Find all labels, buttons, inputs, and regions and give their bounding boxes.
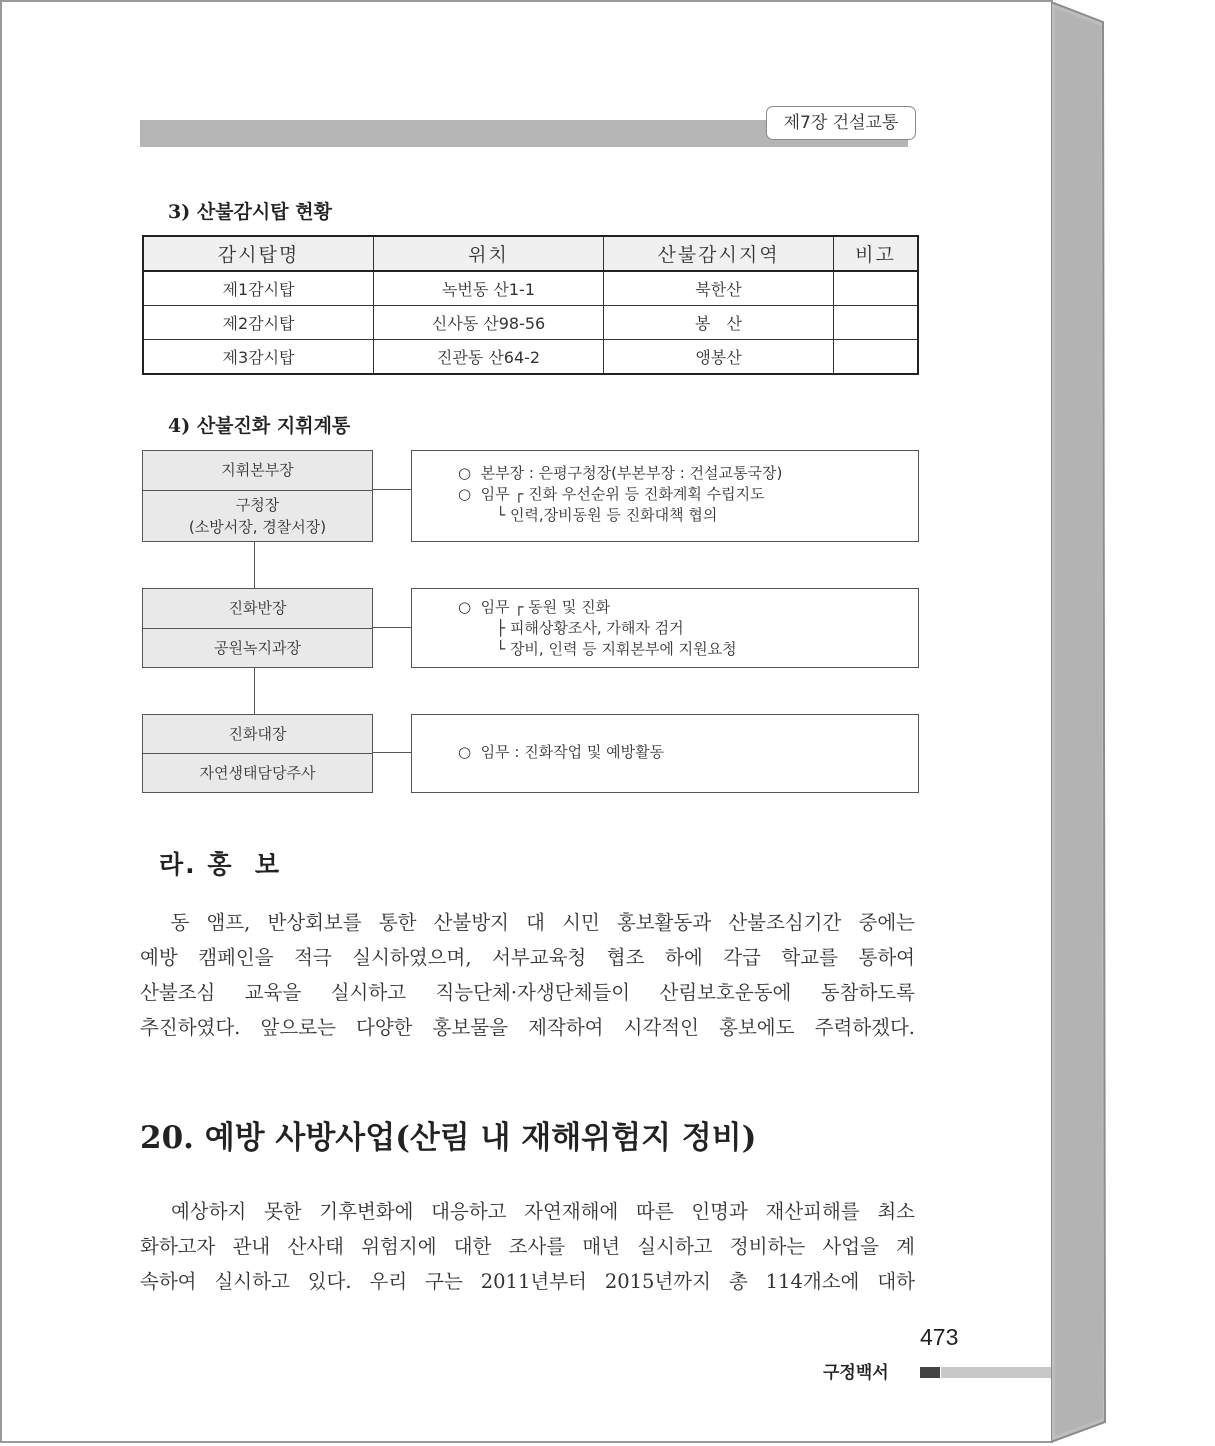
monitoring-tower-table: [142, 235, 919, 375]
erosion-control-paragraph: [140, 1194, 915, 1299]
connector-line: [254, 668, 255, 714]
footer-bar-light: [941, 1367, 1053, 1378]
table-cell: [834, 271, 919, 306]
table-cell: [834, 306, 919, 340]
table-cell: 봉 산: [604, 306, 834, 340]
promotion-paragraph: [140, 905, 915, 1045]
org-box-commander: [142, 450, 373, 542]
connector-line: [373, 752, 411, 753]
table-row: [143, 306, 918, 340]
table-cell: 앵봉산: [604, 340, 834, 375]
table-header-cell: 비고: [834, 236, 919, 271]
section-3-title: 3) 산불감시탑 현황: [168, 201, 332, 223]
org-role-label: 진화대장: [143, 715, 372, 754]
paragraph-line: 동 앰프, 반상회보를 통한 산불방지 대 시민 홍보활동과 산불조심기간 중에는: [140, 911, 915, 934]
footer-bar-dark: [920, 1367, 940, 1378]
table-header-cell: 감시탑명: [143, 236, 374, 271]
section-4-title: 4) 산불진화 지휘계통: [168, 415, 351, 437]
paragraph-line: 예방 캠페인을 적극 실시하였으며, 서부교육청 협조 하에 각급 학교를 통하여: [140, 946, 915, 969]
duty-box-team-leader: [411, 588, 919, 668]
duty-line: ○ 임무 ┌ 진화 우선순위 등 진화계획 수립지도: [458, 485, 765, 503]
subsection-heading: 라. 홍 보: [159, 850, 282, 879]
duty-line: ○ 본부장 : 은평구청장(부본부장 : 건설교통국장): [458, 464, 783, 482]
org-person-label: [143, 491, 372, 538]
duty-line: ○ 임무 ┌ 동원 및 진화: [458, 598, 611, 616]
org-person-line: 자연생태담당주사: [199, 764, 316, 782]
table-cell: 북한산: [604, 271, 834, 306]
org-role-label: 진화반장: [143, 589, 372, 629]
org-person-line: 공원녹지과장: [214, 639, 301, 657]
table-cell: 녹번동 산1-1: [374, 271, 604, 306]
connector-line: [373, 627, 411, 628]
duty-line: ○ 임무 : 진화작업 및 예방활동: [458, 743, 665, 761]
table-header-cell: 산불감시지역: [604, 236, 834, 271]
org-role-label: 지휘본부장: [143, 451, 372, 491]
duty-line: ├ 피해상황조사, 가해자 검거: [458, 619, 684, 637]
book-page-edge: [1051, 2, 1107, 1442]
paragraph-line: 속하여 실시하고 있다. 우리 구는 2011년부터 2015년까지 총 114개소에 대하: [140, 1270, 915, 1293]
duty-line: └ 인력,장비동원 등 진화대책 협의: [458, 506, 718, 524]
org-person-line: 구청장: [235, 496, 280, 514]
page-number: 473: [920, 1324, 959, 1350]
section-20-heading: 20. 예방 사방사업(산림 내 재해위험지 정비): [140, 1120, 757, 1156]
chapter-tag: 제7장 건설교통: [766, 106, 916, 140]
duty-box-commander: [411, 450, 919, 542]
org-box-squad-leader: [142, 714, 373, 793]
org-person-line: (소방서장, 경찰서장): [188, 518, 327, 536]
table-cell: 신사동 산98-56: [374, 306, 604, 340]
table-header-cell: 위치: [374, 236, 604, 271]
paragraph-line: 예상하지 못한 기후변화에 대응하고 자연재해에 따른 인명과 재산피해를 최소: [140, 1200, 915, 1223]
duty-line: └ 장비, 인력 등 지휘본부에 지원요청: [458, 640, 737, 658]
table-cell: 제2감시탑: [143, 306, 374, 340]
paragraph-line: 추진하였다. 앞으로는 다양한 홍보물을 제작하여 시각적인 홍보에도 주력하겠다.: [140, 1016, 915, 1039]
table-cell: [834, 340, 919, 375]
paragraph-line: 화하고자 관내 산사태 위험지에 대한 조사를 매년 실시하고 정비하는 사업을 계: [140, 1235, 915, 1258]
table-row: [143, 340, 918, 375]
table-cell: 제1감시탑: [143, 271, 374, 306]
table-cell: 제3감시탑: [143, 340, 374, 375]
org-box-team-leader: [142, 588, 373, 668]
duty-box-squad-leader: [411, 714, 919, 793]
connector-line: [254, 542, 255, 588]
book-title: 구정백서: [823, 1363, 889, 1383]
table-row: [143, 271, 918, 306]
paragraph-line: 산불조심 교육을 실시하고 직능단체·자생단체들이 산림보호운동에 동참하도록: [140, 981, 915, 1004]
table-cell: 진관동 산64-2: [374, 340, 604, 375]
connector-line: [373, 489, 411, 490]
table-header-row: [143, 236, 918, 271]
